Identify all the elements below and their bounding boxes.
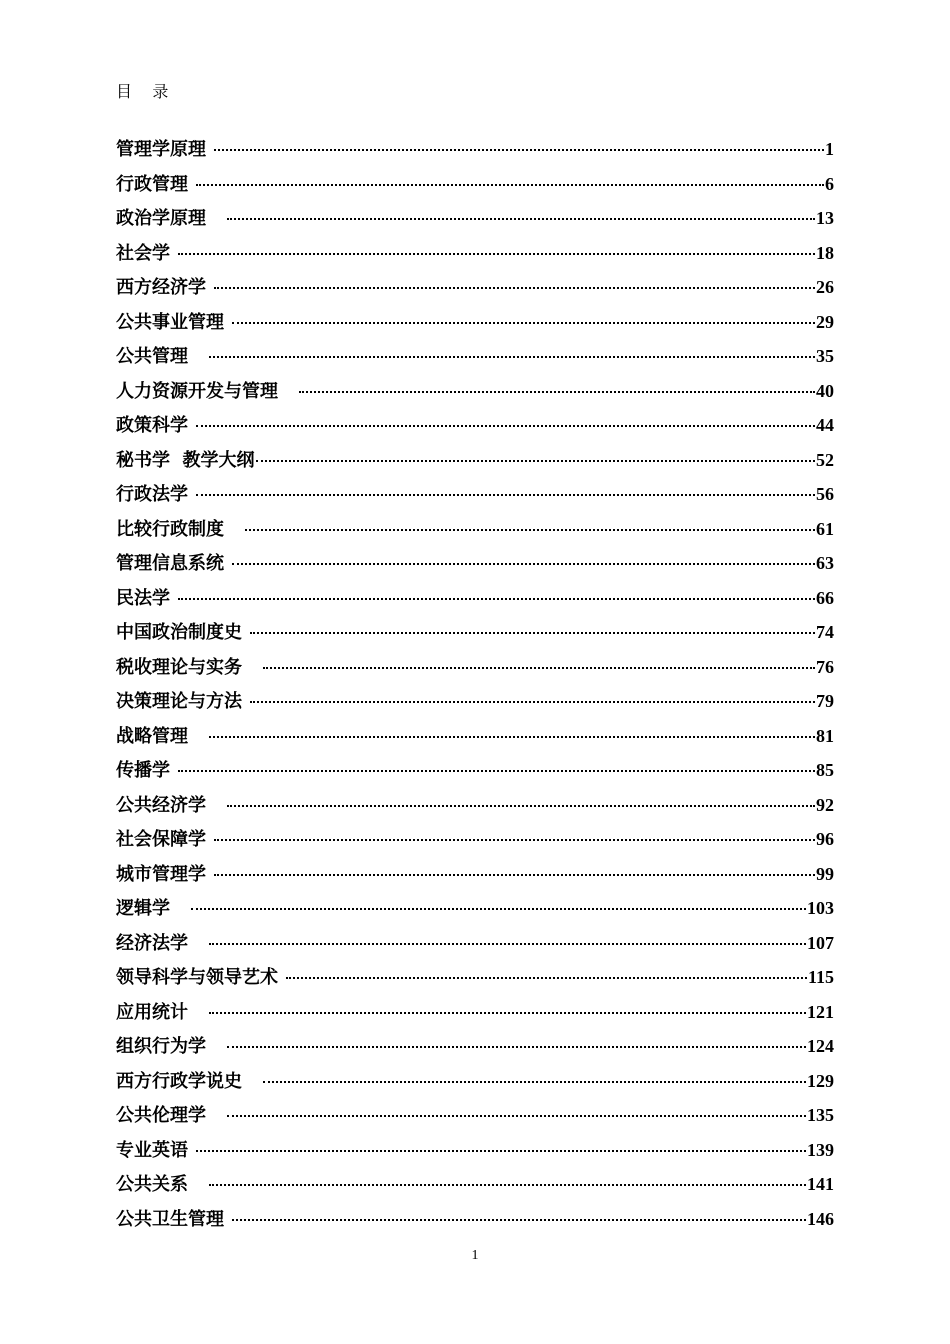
toc-entry-label: 税收理论与实务 (116, 656, 255, 678)
toc-entry[interactable] (116, 132, 834, 167)
toc-entry-page: 92 (816, 794, 834, 815)
toc-entry[interactable] (116, 822, 834, 857)
dot-leader (209, 943, 806, 945)
toc-entry[interactable] (116, 1133, 834, 1168)
dot-leader (286, 977, 807, 979)
dot-leader (191, 908, 806, 910)
toc-entry-page: 76 (816, 656, 834, 677)
toc-entry-page: 63 (816, 553, 834, 573)
toc-entry-page: 139 (807, 1139, 834, 1160)
dot-leader (299, 391, 815, 393)
toc-entry-page: 81 (816, 725, 834, 746)
toc-entry-label: 社会学 (116, 242, 170, 264)
toc-entry[interactable] (116, 546, 834, 581)
dot-leader (232, 1219, 806, 1221)
dot-leader (209, 736, 815, 738)
dot-leader (227, 1046, 806, 1048)
dot-leader (196, 1150, 806, 1152)
toc-title: 目 录 (116, 82, 169, 101)
dot-leader (256, 460, 815, 462)
toc-entry-page: 146 (807, 1208, 834, 1229)
toc-entry-page: 141 (807, 1174, 834, 1194)
toc-entry[interactable] (116, 581, 834, 616)
dot-leader (214, 874, 815, 876)
toc-entry-label: 管理学原理 (116, 139, 206, 160)
toc-entry-page: 52 (816, 449, 834, 470)
toc-entry[interactable] (116, 1167, 834, 1202)
toc-entry-label: 公共伦理学 (116, 1105, 219, 1126)
toc-entry-label: 战略管理 (116, 725, 201, 747)
toc-entry[interactable] (116, 857, 834, 892)
toc-entry[interactable] (116, 684, 834, 719)
toc-entry-page: 44 (816, 415, 834, 435)
toc-entry[interactable] (116, 891, 834, 926)
toc-entry-label: 管理信息系统 (116, 553, 224, 574)
toc-entry-page: 1 (825, 139, 834, 159)
dot-leader (245, 529, 815, 531)
toc-entry[interactable] (116, 615, 834, 650)
toc-entry-label: 公共管理 (116, 346, 201, 367)
dot-leader (227, 1115, 806, 1117)
toc-entry[interactable] (116, 305, 834, 340)
dot-leader (214, 839, 815, 841)
toc-entry-label: 经济法学 (116, 932, 201, 954)
toc-entry-label: 民法学 (116, 587, 170, 609)
toc-entry[interactable] (116, 719, 834, 754)
toc-entry-page: 115 (807, 967, 834, 987)
toc-entry-page: 29 (816, 311, 834, 332)
dot-leader (196, 494, 815, 496)
dot-leader (178, 770, 815, 772)
toc-entry-label: 秘书学 教学大纲 (116, 449, 255, 471)
toc-entry[interactable] (116, 1064, 834, 1099)
toc-entry-page: 79 (816, 691, 834, 711)
toc-entry[interactable] (116, 1098, 834, 1133)
dot-leader (178, 598, 815, 600)
toc-entry-label: 决策理论与方法 (116, 691, 242, 712)
dot-leader (250, 701, 815, 703)
toc-entry-label: 公共卫生管理 (116, 1208, 224, 1230)
toc-entry-label: 西方经济学 (116, 277, 206, 298)
toc-entry-label: 逻辑学 (116, 898, 183, 919)
toc-entry-label: 专业英语 (116, 1139, 188, 1161)
toc-entry-page: 40 (816, 380, 834, 401)
toc-entry-label: 中国政治制度史 (116, 622, 242, 643)
dot-leader (214, 149, 824, 151)
toc-entry[interactable] (116, 753, 834, 788)
toc-entry-label: 行政管理 (116, 173, 188, 195)
dot-leader (209, 1184, 806, 1186)
dot-leader (232, 563, 815, 565)
toc-entry[interactable] (116, 374, 834, 409)
toc-entry-page: 96 (816, 829, 834, 849)
toc-entry-page: 61 (816, 518, 834, 539)
toc-entry-label: 领导科学与领导艺术 (116, 967, 278, 988)
toc-entry[interactable] (116, 339, 834, 374)
toc-entry-page: 85 (816, 760, 834, 780)
toc-list (116, 132, 834, 1236)
toc-entry-label: 政治学原理 (116, 208, 219, 229)
toc-entry-label: 政策科学 (116, 415, 188, 436)
dot-leader (232, 322, 815, 324)
toc-entry[interactable] (116, 236, 834, 271)
toc-entry-label: 公共事业管理 (116, 311, 224, 333)
toc-entry-page: 129 (807, 1070, 834, 1091)
toc-entry-page: 66 (816, 587, 834, 608)
toc-entry[interactable] (116, 1202, 834, 1237)
toc-entry-page: 56 (816, 484, 834, 504)
dot-leader (178, 253, 815, 255)
toc-entry-page: 121 (807, 1001, 834, 1022)
toc-entry-page: 13 (816, 208, 834, 228)
dot-leader (250, 632, 815, 634)
toc-entry-page: 107 (807, 932, 834, 953)
toc-entry-label: 社会保障学 (116, 829, 206, 850)
dot-leader (227, 218, 815, 220)
toc-entry-label: 公共经济学 (116, 794, 219, 816)
toc-entry-page: 74 (816, 622, 834, 642)
toc-entry-page: 18 (816, 242, 834, 263)
toc-entry[interactable] (116, 512, 834, 547)
toc-entry[interactable] (116, 788, 834, 823)
dot-leader (263, 667, 815, 669)
toc-entry-page: 124 (807, 1036, 834, 1056)
toc-entry-label: 西方行政学说史 (116, 1070, 255, 1092)
page-number: 1 (471, 1248, 479, 1263)
dot-leader (209, 356, 815, 358)
toc-entry[interactable] (116, 477, 834, 512)
dot-leader (196, 184, 824, 186)
toc-entry-page: 26 (816, 277, 834, 297)
toc-entry-label: 人力资源开发与管理 (116, 380, 291, 402)
toc-entry-label: 比较行政制度 (116, 518, 237, 540)
dot-leader (263, 1081, 806, 1083)
toc-entry-page: 99 (816, 863, 834, 884)
toc-entry[interactable] (116, 926, 834, 961)
toc-entry[interactable] (116, 270, 834, 305)
toc-entry-label: 行政法学 (116, 484, 188, 505)
toc-entry[interactable] (116, 650, 834, 685)
dot-leader (214, 287, 815, 289)
dot-leader (227, 805, 815, 807)
toc-entry-label: 城市管理学 (116, 863, 206, 885)
toc-entry-page: 6 (825, 173, 834, 194)
dot-leader (196, 425, 815, 427)
toc-entry-page: 103 (807, 898, 834, 918)
toc-entry[interactable] (116, 201, 834, 236)
toc-entry[interactable] (116, 1029, 834, 1064)
dot-leader (209, 1012, 806, 1014)
toc-entry[interactable] (116, 167, 834, 202)
toc-entry[interactable] (116, 960, 834, 995)
toc-entry[interactable] (116, 443, 834, 478)
toc-entry-label: 应用统计 (116, 1001, 201, 1023)
toc-entry[interactable] (116, 995, 834, 1030)
toc-entry-label: 组织行为学 (116, 1036, 219, 1057)
toc-entry-page: 35 (816, 346, 834, 366)
toc-entry-label: 传播学 (116, 760, 170, 781)
toc-entry-label: 公共关系 (116, 1174, 201, 1195)
toc-entry-page: 135 (807, 1105, 834, 1125)
toc-entry[interactable] (116, 408, 834, 443)
